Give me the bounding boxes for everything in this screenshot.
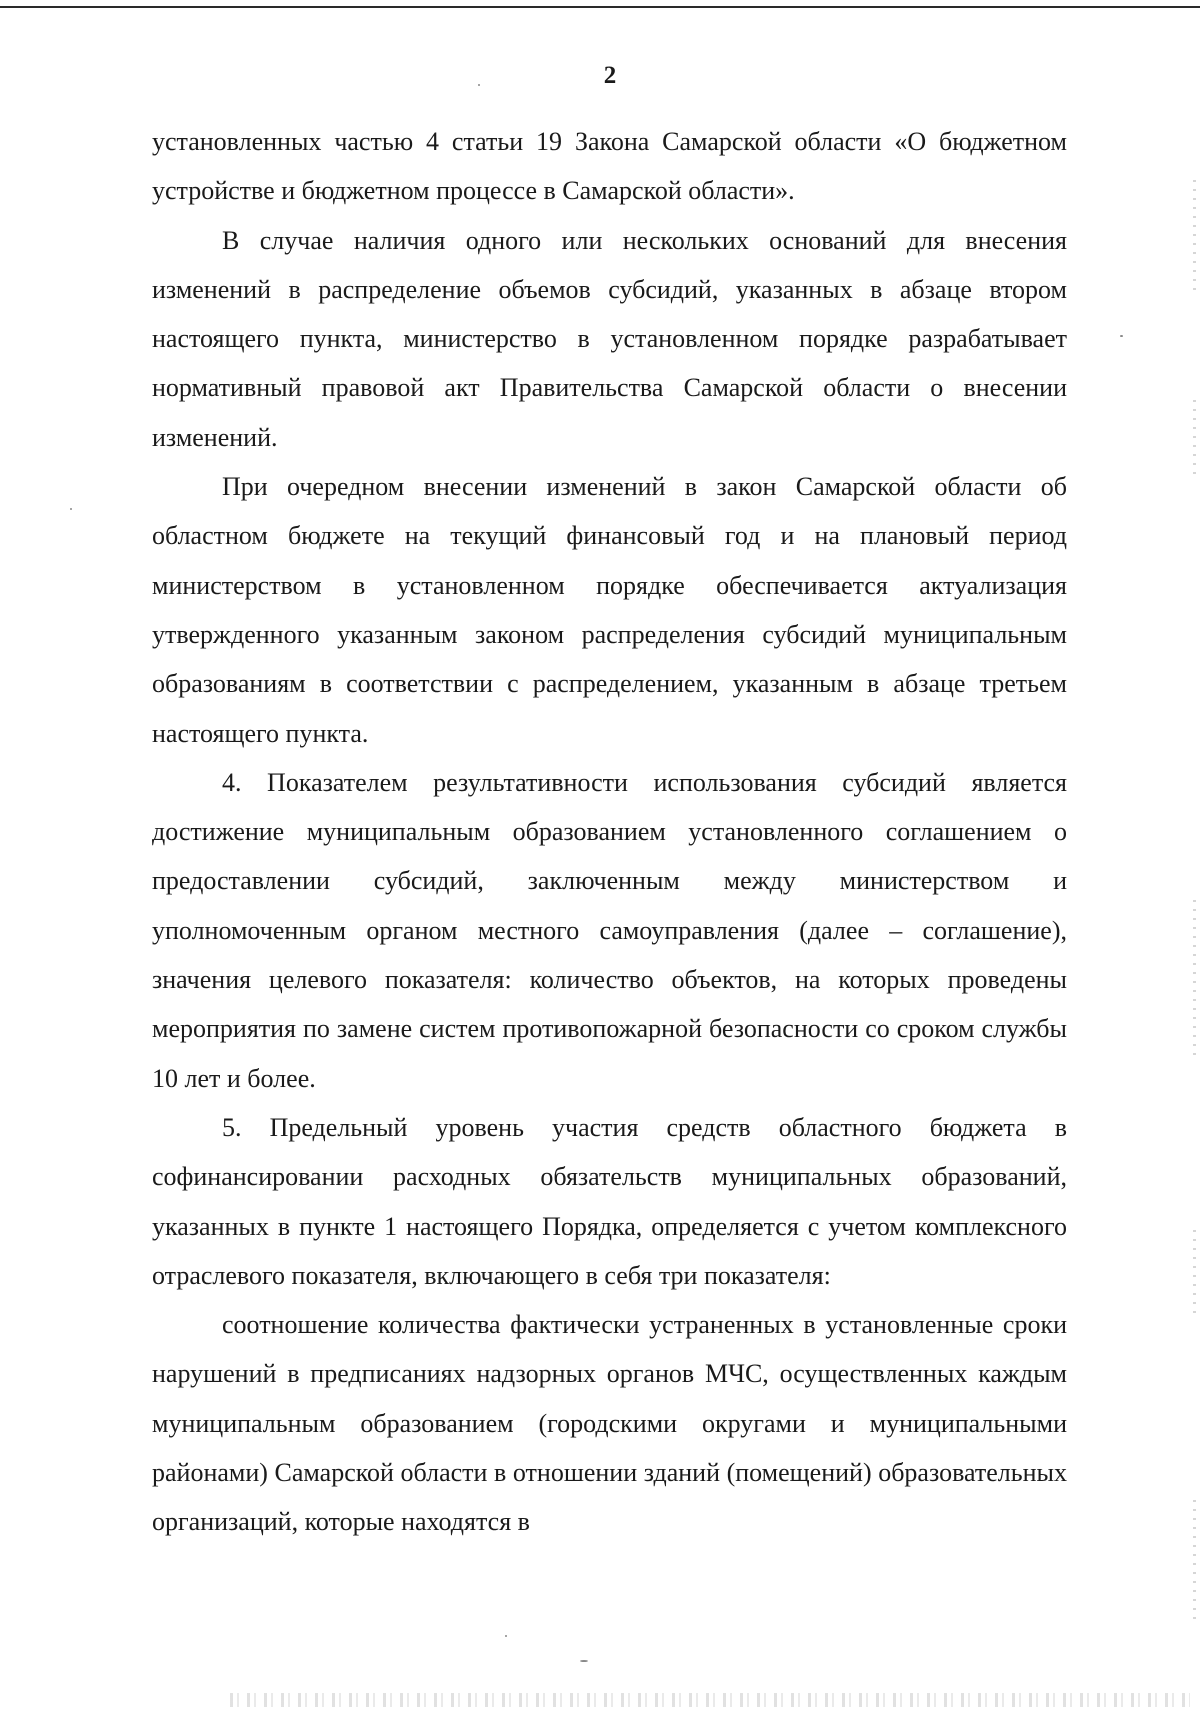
paragraph-amendments: В случае наличия одного или нескольких оснований для внесения изменений в распределение объемов субсидий, указанных в абзаце втором настоящего пункта, министерство в установленном порядке разрабатывает нормативный правовой акт Правительства Самарской области о внесении изменений. [152,225,1067,452]
scan-speck [1120,335,1123,337]
scan-speck [478,84,480,86]
scan-edge-artifact [1193,180,1196,290]
scan-speck [505,1635,507,1637]
paragraph-item-4: 4. Показателем результативности использования субсидий является достижение муниципальным образованием установленного соглашением о предоставлении субсидий, заключенным между министерством и уполномоченным органом местного самоуправления (далее – соглашение), значения целевого показателя: количество объектов, на которых проведены мероприятия по замене систем противопожарной безопасности со сроком службы 10 лет и более. [152,767,1067,1093]
paragraph-budget-update: При очередном внесении изменений в закон Самарской области об областном бюджете на текущий финансовый год и на плановый период министерством в установленном порядке обеспечивается актуализация утвержденного указанным законом распределения субсидий муниципальным образованиям в соответствии с распределением, указанным в абзаце третьем настоящего пункта. [152,472,1067,748]
page-number: 2 [603,62,617,89]
paragraph-ratio: соотношение количества фактически устраненных в установленные сроки нарушений в предписаниях надзорных органов МЧС, осуществленных каждым муниципальным образованием (городскими округами и муниципальными районами) Самарской области в отношении зданий (помещений) образовательных организаций, которые находятся в [152,1310,1067,1537]
scan-edge-artifact [1193,1500,1196,1620]
scan-bottom-artifact [230,1693,1190,1707]
scan-speck [70,508,72,510]
top-border-line [0,6,1200,8]
document-body [152,117,1067,1547]
scan-edge-artifact [1193,400,1196,480]
scan-edge-artifact [1193,1230,1196,1320]
scan-speck [580,1660,588,1662]
scan-edge-artifact [1193,900,1196,1060]
paragraph-continuation: установленных частью 4 статьи 19 Закона Самарской области «О бюджетном устройстве и бюджетном процессе в Самарской области». [152,127,1067,206]
paragraph-item-5: 5. Предельный уровень участия средств областного бюджета в софинансировании расходных обязательств муниципальных образований, указанных в пункте 1 настоящего Порядка, определяется с учетом комплексного отраслевого показателя, включающего в себя три показателя: [152,1112,1067,1290]
